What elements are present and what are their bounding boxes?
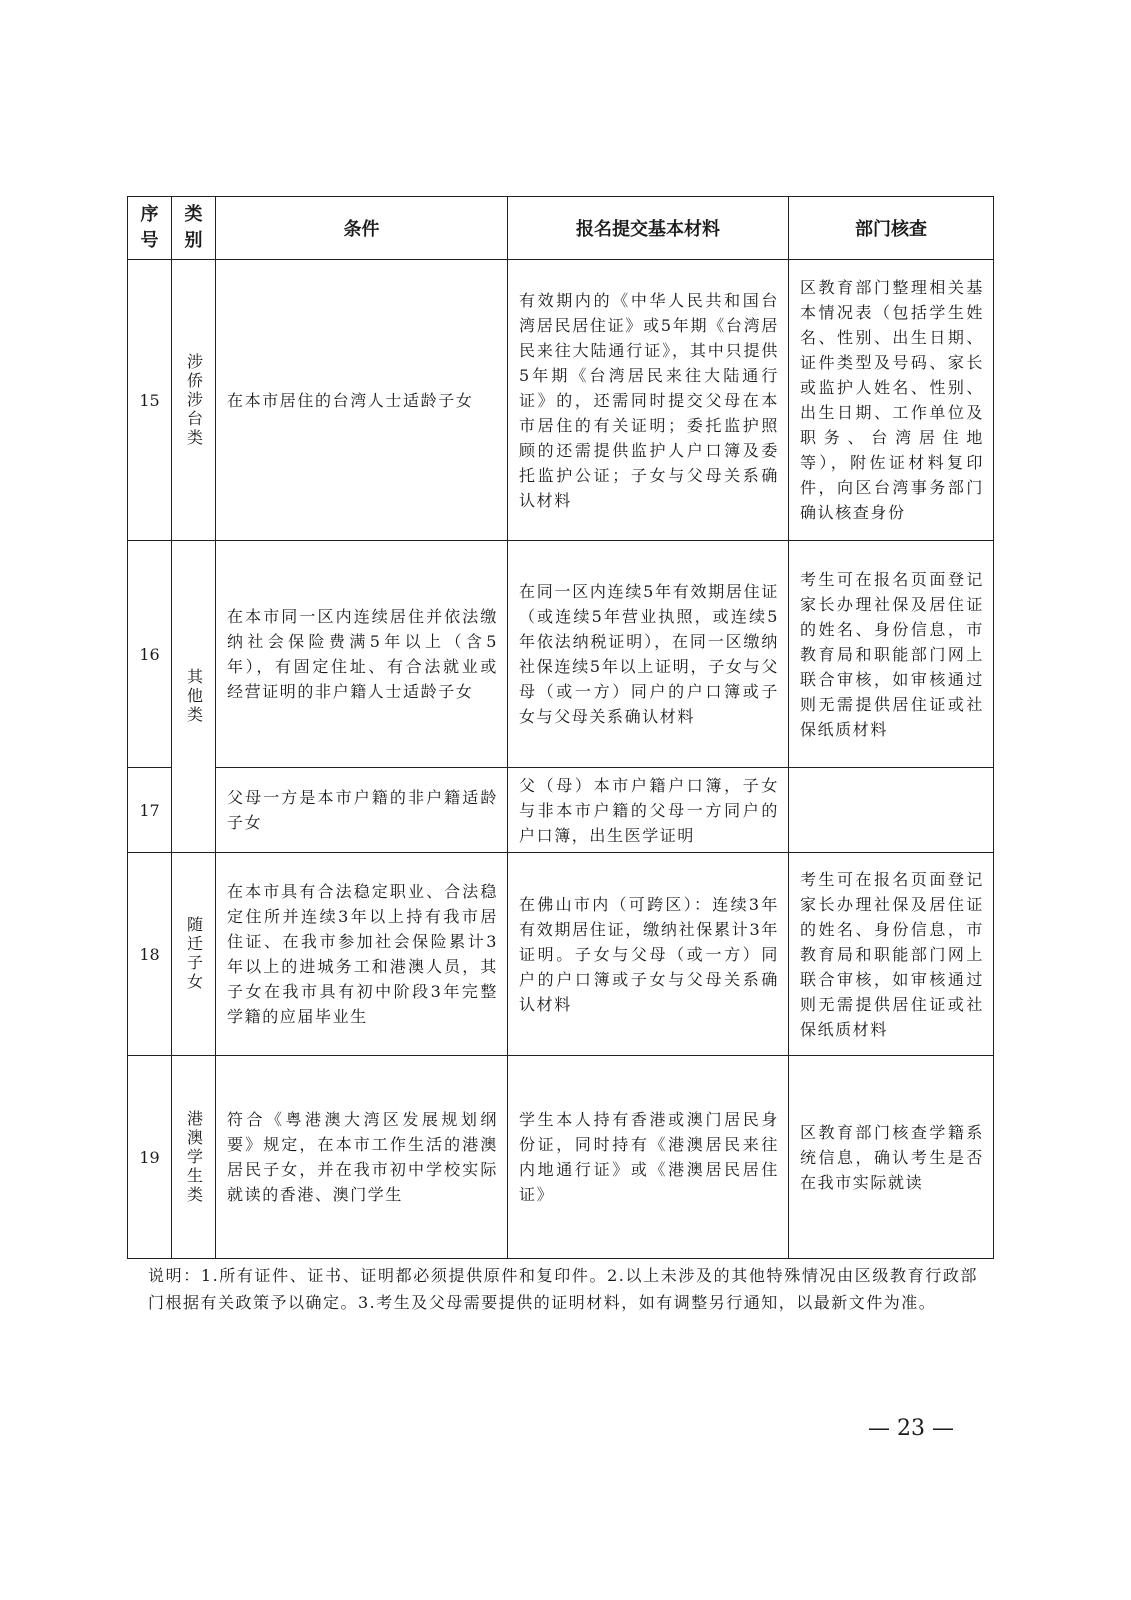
row-materials: 学生本人持有香港或澳门居民身份证，同时持有《港澳居民来往内地通行证》或《港澳居民居住证》 bbox=[519, 1110, 779, 1204]
header-index: 序号 bbox=[128, 197, 172, 260]
row-condition-cell bbox=[216, 853, 508, 1056]
requirements-table bbox=[127, 196, 994, 1259]
table-row bbox=[128, 541, 994, 768]
row-materials: 在佛山市内（可跨区）：连续3年有效期居住证，缴纳社保累计3年证明。子女与父母（或一方）同户的户口簿或子女与父母关系确认材料 bbox=[519, 894, 779, 1014]
row-materials-cell bbox=[508, 768, 789, 853]
table-header-row bbox=[128, 197, 994, 260]
row-index: 17 bbox=[128, 768, 172, 853]
header-check: 部门核查 bbox=[789, 197, 994, 260]
row-check: 考生可在报名页面登记家长办理社保及居住证的姓名、身份信息，市教育局和职能部门网上联合审核，如审核通过则无需提供居住证或社保纸质材料 bbox=[800, 869, 984, 1039]
table-row bbox=[128, 260, 994, 541]
row-category: 其他类 bbox=[184, 668, 204, 725]
row-materials-cell bbox=[508, 541, 789, 768]
row-condition: 在本市同一区内连续居住并依法缴纳社会保险费满5年以上（含5年），有固定住址、有合法就业或经营证明的非户籍人士适龄子女 bbox=[227, 607, 498, 701]
row-category-cell bbox=[172, 853, 216, 1056]
row-materials-cell bbox=[508, 260, 789, 541]
table-row bbox=[128, 768, 994, 853]
row-check: 区教育部门整理相关基本情况表（包括学生姓名、性别、出生日期、证件类型及号码、家长或监护人姓名、性别、出生日期、工作单位及职务、台湾居住地等），附佐证材料复印件，向区台湾事务部门确认核查身份 bbox=[800, 278, 984, 522]
row-materials: 在同一区内连续5年有效期居住证（或连续5年营业执照，或连续5年依法纳税证明），在同一区缴纳社保连续5年以上证明，子女与父母（或一方）同户的户口簿或子女与父母关系确认材料 bbox=[519, 582, 779, 726]
row-materials-cell bbox=[508, 853, 789, 1056]
header-category: 类别 bbox=[172, 197, 216, 260]
table-row bbox=[128, 853, 994, 1056]
footnote: 说明：1.所有证件、证书、证明都必须提供原件和复印件。2.以上未涉及的其他特殊情况由区级教育行政部门根据有关政策予以确定。3.考生及父母需要提供的证明材料，如有调整另行通知，以最新文件为准。 bbox=[148, 1266, 978, 1312]
row-category-cell bbox=[172, 260, 216, 541]
row-check: 考生可在报名页面登记家长办理社保及居住证的姓名、身份信息，市教育局和职能部门网上联合审核，如审核通过则无需提供居住证或社保纸质材料 bbox=[800, 569, 984, 739]
row-category: 港澳学生类 bbox=[184, 1109, 204, 1205]
row-category-cell bbox=[172, 541, 216, 853]
page-number: — 23 — bbox=[868, 1416, 954, 1441]
row-condition: 在本市居住的台湾人士适龄子女 bbox=[227, 390, 474, 410]
row-check-cell bbox=[789, 260, 994, 541]
row-check-cell bbox=[789, 768, 994, 853]
row-check-cell bbox=[789, 541, 994, 768]
row-materials: 有效期内的《中华人民共和国台湾居民居住证》或5年期《台湾居民来往大陆通行证》，其中只提供5年期《台湾居民来往大陆通行证》的，还需同时提交父母在本市居住的有关证明；委托监护照顾的还需提供监护人户口簿及委托监护公证；子女与父母关系确认材料 bbox=[519, 290, 779, 510]
row-condition-cell bbox=[216, 768, 508, 853]
header-condition: 条件 bbox=[216, 197, 508, 260]
row-index: 18 bbox=[128, 853, 172, 1056]
row-materials: 父（母）本市户籍户口簿，子女与非本市户籍的父母一方同户的户口簿，出生医学证明 bbox=[519, 775, 779, 845]
row-condition: 在本市具有合法稳定职业、合法稳定住所并连续3年以上持有我市居住证、在我市参加社会保险累计3年以上的进城务工和港澳人员，其子女在我市具有初中阶段3年完整学籍的应届毕业生 bbox=[227, 882, 498, 1026]
row-condition-cell bbox=[216, 260, 508, 541]
row-condition-cell bbox=[216, 1056, 508, 1259]
row-index: 16 bbox=[128, 541, 172, 768]
row-condition: 符合《粤港澳大湾区发展规划纲要》规定，在本市工作生活的港澳居民子女，并在我市初中学校实际就读的香港、澳门学生 bbox=[227, 1110, 498, 1204]
header-materials: 报名提交基本材料 bbox=[508, 197, 789, 260]
row-index: 15 bbox=[128, 260, 172, 541]
row-index: 19 bbox=[128, 1056, 172, 1259]
table-row bbox=[128, 1056, 994, 1259]
row-check-cell bbox=[789, 1056, 994, 1259]
row-condition-cell bbox=[216, 541, 508, 768]
row-category: 随迁子女 bbox=[184, 916, 204, 992]
row-category: 涉侨涉台类 bbox=[184, 352, 204, 448]
row-check: 区教育部门核查学籍系统信息，确认考生是否在我市实际就读 bbox=[800, 1122, 984, 1192]
row-materials-cell bbox=[508, 1056, 789, 1259]
row-condition: 父母一方是本市户籍的非户籍适龄子女 bbox=[227, 788, 498, 832]
row-check-cell bbox=[789, 853, 994, 1056]
row-category-cell bbox=[172, 1056, 216, 1259]
row-check bbox=[789, 807, 993, 813]
